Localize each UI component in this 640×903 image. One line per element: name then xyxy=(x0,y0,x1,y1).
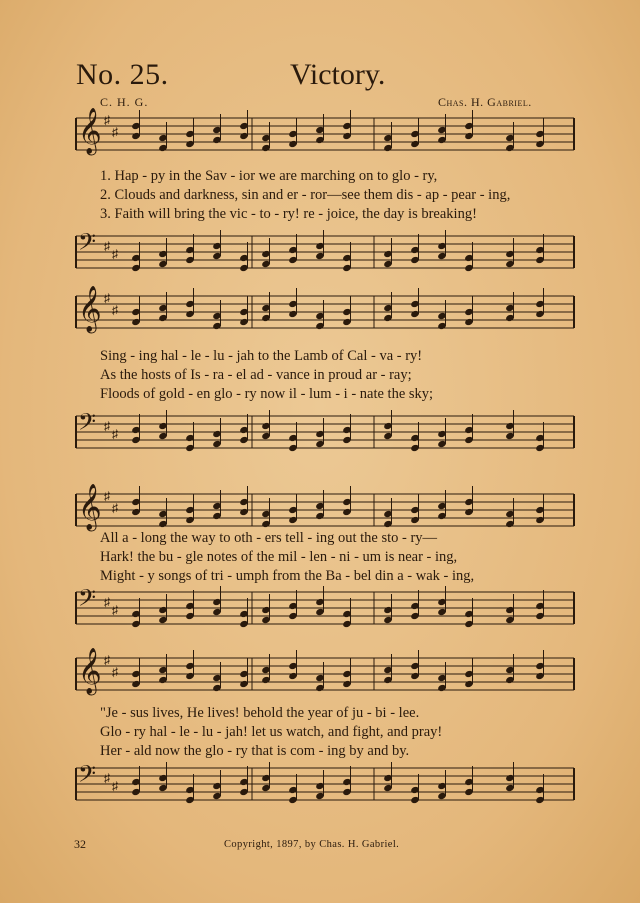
svg-text:♯: ♯ xyxy=(112,779,118,793)
composer-name: Chas. H. Gabriel. xyxy=(438,95,532,109)
treble-clef-icon: 𝄞 xyxy=(78,648,102,694)
lyric-line: Hark! the bu - gle notes of the mil - len - ni - um is near - ing, xyxy=(100,549,458,565)
lyric-line: Glo - ry hal - le - lu - jah! let us watch, and fight, and pray! xyxy=(100,724,443,740)
bass-clef-icon: 𝄢 xyxy=(78,584,97,617)
treble-clef-icon: 𝄞 xyxy=(78,108,102,154)
svg-text:♯: ♯ xyxy=(104,113,110,127)
lyric-line: Sing - ing hal - le - lu - jah to the Lamb of Cal - va - ry! xyxy=(100,348,423,364)
svg-text:♯: ♯ xyxy=(104,419,110,433)
svg-text:♯: ♯ xyxy=(112,501,118,515)
svg-text:♯: ♯ xyxy=(104,595,110,609)
page-number: 32 xyxy=(74,837,86,851)
svg-text:♯: ♯ xyxy=(112,125,118,139)
bass-clef-icon: 𝄢 xyxy=(78,408,97,441)
treble-staff xyxy=(76,484,574,530)
svg-text:♯: ♯ xyxy=(104,239,110,253)
svg-text:♯: ♯ xyxy=(104,291,110,305)
lyric-line: "Je - sus lives, He lives! behold the year of ju - bi - lee. xyxy=(100,705,420,721)
bass-staff xyxy=(76,760,574,798)
bass-clef-icon: 𝄢 xyxy=(78,228,97,261)
lyric-line: Her - ald now the glo - ry that is com - ing by and by. xyxy=(100,743,410,759)
svg-text:♯: ♯ xyxy=(104,653,110,667)
treble-staff xyxy=(76,648,574,694)
lyricist-initials: C. H. G. xyxy=(100,95,149,109)
treble-clef-icon: 𝄞 xyxy=(78,286,102,332)
lyric-line: All a - long the way to oth - ers tell - ing out the sto - ry— xyxy=(100,530,438,546)
bass-clef-icon: 𝄢 xyxy=(78,760,97,793)
lyric-line: As the hosts of Is - ra - el ad - vance in proud ar - ray; xyxy=(100,367,412,383)
svg-text:♯: ♯ xyxy=(112,247,118,261)
svg-text:♯: ♯ xyxy=(112,603,118,617)
svg-text:♯: ♯ xyxy=(112,427,118,441)
lyric-line: Floods of gold - en glo - ry now il - lum - i - nate the sky; xyxy=(100,386,434,402)
treble-clef-icon: 𝄞 xyxy=(78,484,102,530)
lyric-line: 2. Clouds and darkness, sin and er - ror—see them dis - ap - pear - ing, xyxy=(100,187,511,203)
bass-staff xyxy=(76,228,574,266)
svg-text:♯: ♯ xyxy=(104,489,110,503)
lyric-line: 1. Hap - py in the Sav - ior we are marching on to glo - ry, xyxy=(100,168,438,184)
copyright-notice: Copyright, 1897, by Chas. H. Gabriel. xyxy=(224,839,400,850)
hymn-number: No. 25. xyxy=(76,58,169,91)
lyric-line: Might - y songs of tri - umph from the Ba - bel din a - wak - ing, xyxy=(100,568,475,584)
svg-text:♯: ♯ xyxy=(104,771,110,785)
bass-staff xyxy=(76,584,574,622)
svg-text:♯: ♯ xyxy=(112,303,118,317)
bass-staff xyxy=(76,408,574,446)
svg-text:♯: ♯ xyxy=(112,665,118,679)
lyric-line: 3. Faith will bring the vic - to - ry! re - joice, the day is breaking! xyxy=(100,206,477,222)
hymn-title: Victory. xyxy=(290,58,386,91)
treble-staff xyxy=(76,286,574,332)
treble-staff xyxy=(76,108,574,154)
